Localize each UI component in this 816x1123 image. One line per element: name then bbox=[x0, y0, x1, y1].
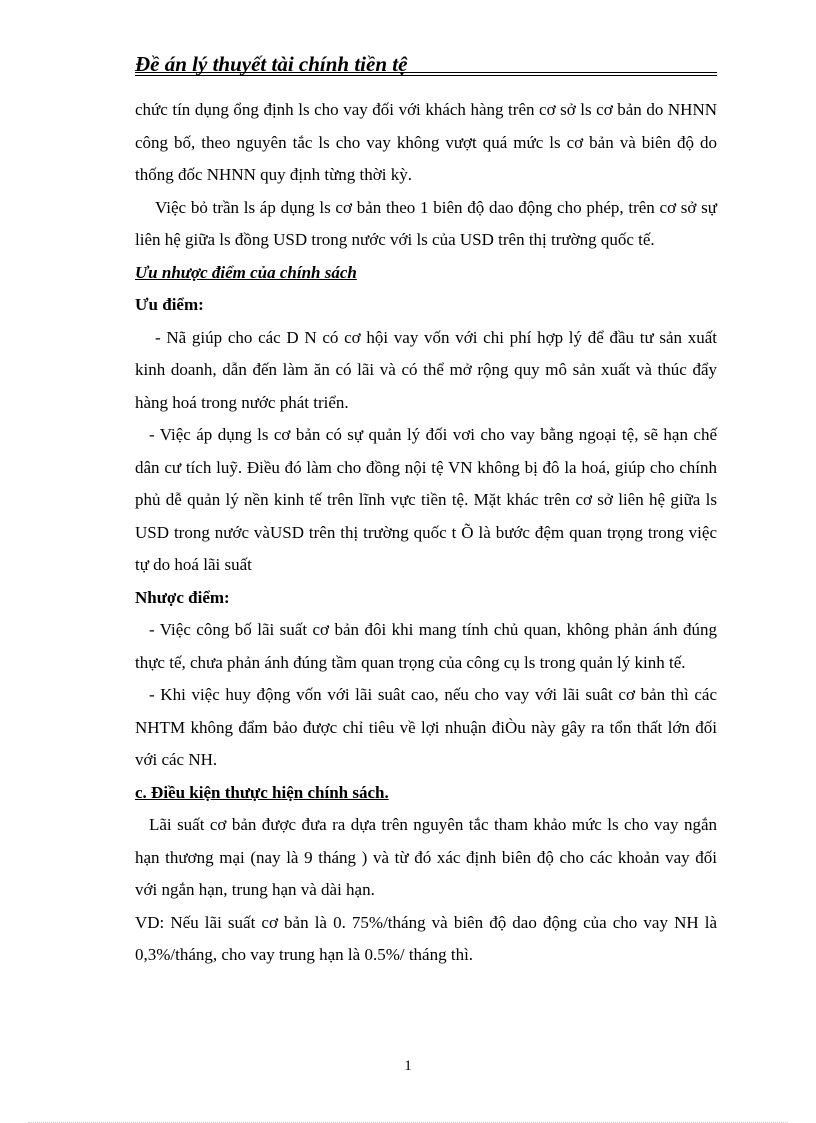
paragraph: - Việc công bố lãi suất cơ bản đôi khi mang tính chủ quan, không phản ánh đúng thực tế, chưa phản ánh đúng tầm quan trọng của công cụ ls trong quản lý kinh tế. bbox=[135, 620, 717, 672]
page-header bbox=[135, 52, 717, 76]
header-title: Đề án lý thuyết tài chính tiền tệ bbox=[135, 52, 408, 76]
subsection-heading: Nhược điểm: bbox=[135, 587, 230, 607]
header-rule bbox=[135, 72, 717, 73]
paragraph: Việc bỏ trần ls áp dụng ls cơ bản theo 1 biên độ dao động cho phép, trên cơ sở sự liên hệ giữa ls đồng USD trong nước với ls của USD trên thị trường quốc tế. bbox=[135, 197, 717, 249]
paragraph: Lãi suất cơ bản được đưa ra dựa trên nguyên tắc tham khảo mức ls cho vay ngắn hạn thương mại (nay là 9 tháng ) và từ đó xác định biên độ cho các khoản vay đối với ngắn hạn, trung hạn và dài hạn. bbox=[135, 815, 717, 899]
subsection-heading: Ưu điểm: bbox=[135, 295, 204, 314]
body-text bbox=[135, 94, 717, 972]
header-rule-double bbox=[135, 75, 717, 76]
paragraph: VD: Nếu lãi suất cơ bản là 0. 75%/tháng và biên độ dao động của cho vay NH là 0,3%/tháng, cho vay trung hạn là 0.5%/ tháng thì. bbox=[135, 912, 717, 964]
paragraph: chức tín dụng ổng định ls cho vay đối với khách hàng trên cơ sở ls cơ bản do NHNN công bố, theo nguyên tắc ls cho vay không vượt quá mức ls cơ bản và biên độ do thống đốc NHNN quy định từng thời kỳ. bbox=[135, 100, 717, 184]
section-heading: c. Điều kiện thưực hiện chính sách. bbox=[135, 782, 389, 802]
paragraph: - Việc áp dụng ls cơ bản có sự quản lý đối vơi cho vay bằng ngoại tệ, sẽ hạn chế dân cư tích luỹ. Điều đó làm cho đồng nội tệ VN không bị đô la hoá, giúp cho chính phủ dễ quản lý nền kinh tế trên lĩnh vực tiền tệ. Mặt khác trên cơ sở liên hệ giữa ls USD trong nước vàUSD trên thị trường quốc t Õ là bước đệm quan trọng trong việc tự do hoá lãi suất bbox=[135, 425, 717, 574]
section-heading: Ưu nhược điểm của chính sách bbox=[135, 262, 357, 282]
paragraph: - Khi việc huy động vốn với lãi suât cao, nếu cho vay với lãi suât cơ bản thì các NHTM không đẩm bảo được chỉ tiêu về lợi nhuận điÒu này gây ra tổn thất lớn đối với các NH. bbox=[135, 685, 717, 769]
page-number: 1 bbox=[404, 1058, 412, 1074]
paragraph: - Nã giúp cho các D N có cơ hội vay vốn với chi phí hợp lý để đầu tư sản xuất kinh doanh, dẫn đến làm ăn có lãi và có thể mở rộng quy mô sản xuất và thúc đẩy hàng hoá trong nước phát triển. bbox=[135, 327, 717, 412]
